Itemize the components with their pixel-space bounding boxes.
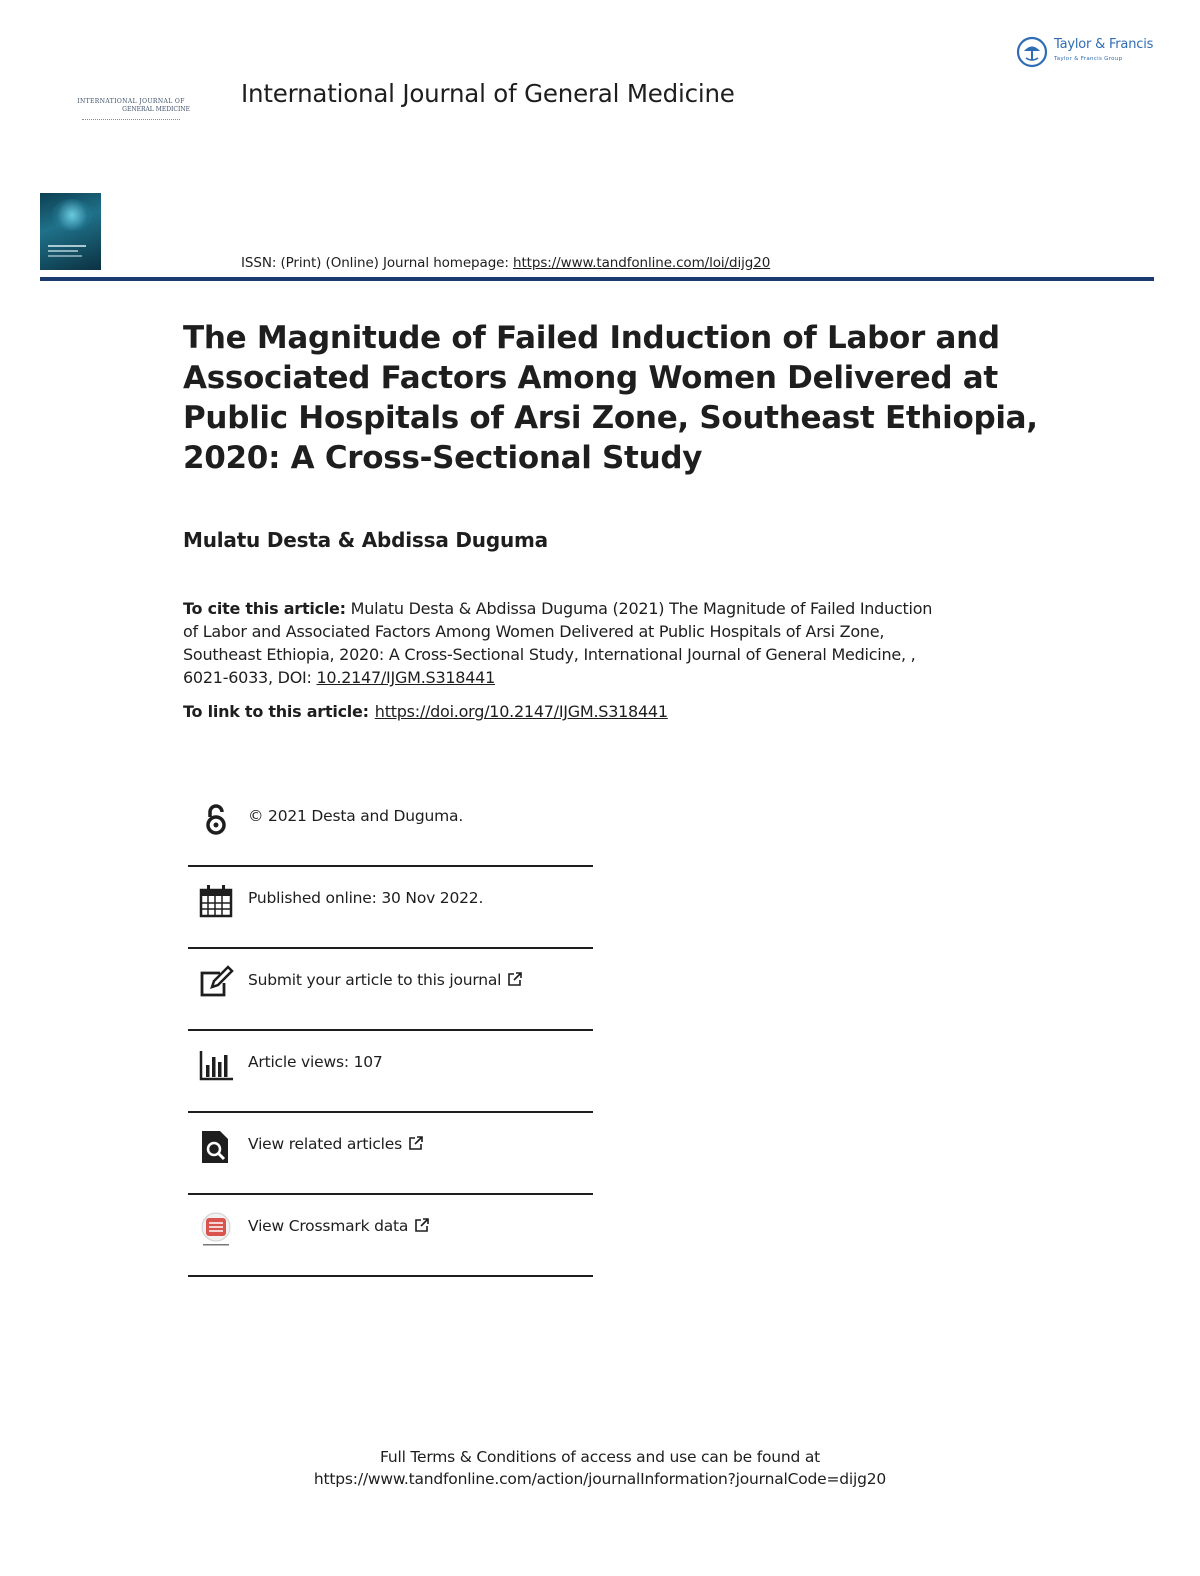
journal-title: International Journal of General Medicine [241,79,735,108]
issn-prefix: ISSN: (Print) (Online) Journal homepage: [241,255,514,271]
doi-link[interactable]: 10.2147/IJGM.S318441 [316,668,496,687]
article-authors: Mulatu Desta & Abdissa Duguma [183,528,548,552]
related-row[interactable] [188,1113,593,1195]
bar-chart-icon [198,1047,234,1083]
terms-footer [0,1446,1200,1490]
article-doi-url[interactable]: https://doi.org/10.2147/IJGM.S318441 [374,702,668,721]
publisher-name: Taylor & Francis [1054,37,1154,52]
cite-text: Southeast Ethiopia, 2020: A Cross-Sectional Study, International Journal of General Medicine, , [183,645,916,664]
cite-text: 6021-6033, DOI: [183,668,317,687]
footer-terms-text: Full Terms & Conditions of access and use can be found at [379,1448,821,1466]
footer-terms-url[interactable]: https://www.tandfonline.com/action/journalInformation?journalCode=dijg20 [313,1470,887,1488]
related-articles-icon [198,1129,234,1165]
external-link-icon [408,1135,424,1151]
article-info-list [188,785,593,1277]
crossmark-row[interactable] [188,1195,593,1277]
submit-article-link[interactable]: Submit your article to this journal [248,971,523,989]
copyright-text: © 2021 Desta and Duguma. [248,807,464,825]
published-row [188,867,593,949]
header-rule [40,277,1154,281]
cite-label: To cite this article: [183,599,346,618]
issn-line [241,255,770,271]
related-articles-link[interactable]: View related articles [248,1135,424,1153]
copyright-row [188,785,593,867]
external-link-icon [507,971,523,987]
journal-homepage-link[interactable]: https://www.tandfonline.com/loi/dijg20 [513,255,771,271]
article-views-text: Article views: 107 [248,1053,383,1071]
published-text: Published online: 30 Nov 2022. [248,889,484,907]
article-title [183,318,1043,478]
article-title-line: Associated Factors Among Women Delivered at [183,360,998,396]
article-link-line [183,702,668,721]
article-title-line: The Magnitude of Failed Induction of Labor and [183,320,1000,356]
publisher-logo[interactable] [1016,35,1158,71]
crossmark-link[interactable]: View Crossmark data [248,1217,430,1235]
external-link-icon [414,1217,430,1233]
journal-small-logo [72,98,190,122]
journal-cover-image [40,193,101,270]
calendar-icon [198,883,234,919]
taylor-francis-icon [1016,36,1048,68]
open-access-icon [198,801,234,837]
views-row [188,1031,593,1113]
journal-logo-rule [82,119,180,122]
link-label: To link to this article: [183,702,369,721]
article-title-line: Public Hospitals of Arsi Zone, Southeast Ethiopia, [183,400,1038,436]
cite-text: of Labor and Associated Factors Among Women Delivered at Public Hospitals of Arsi Zone, [183,622,885,641]
citation-block [183,597,1043,689]
article-title-line: 2020: A Cross-Sectional Study [183,440,703,476]
publisher-sub: Taylor & Francis Group [1054,56,1123,62]
crossmark-icon [198,1211,234,1247]
journal-logo-line1: INTERNATIONAL JOURNAL OF [77,98,185,105]
journal-logo-line2: GENERAL MEDICINE [122,106,190,113]
cite-text: Mulatu Desta & Abdissa Duguma (2021) The Magnitude of Failed Induction [345,599,933,618]
submit-row[interactable] [188,949,593,1031]
submit-edit-icon [198,965,234,1001]
